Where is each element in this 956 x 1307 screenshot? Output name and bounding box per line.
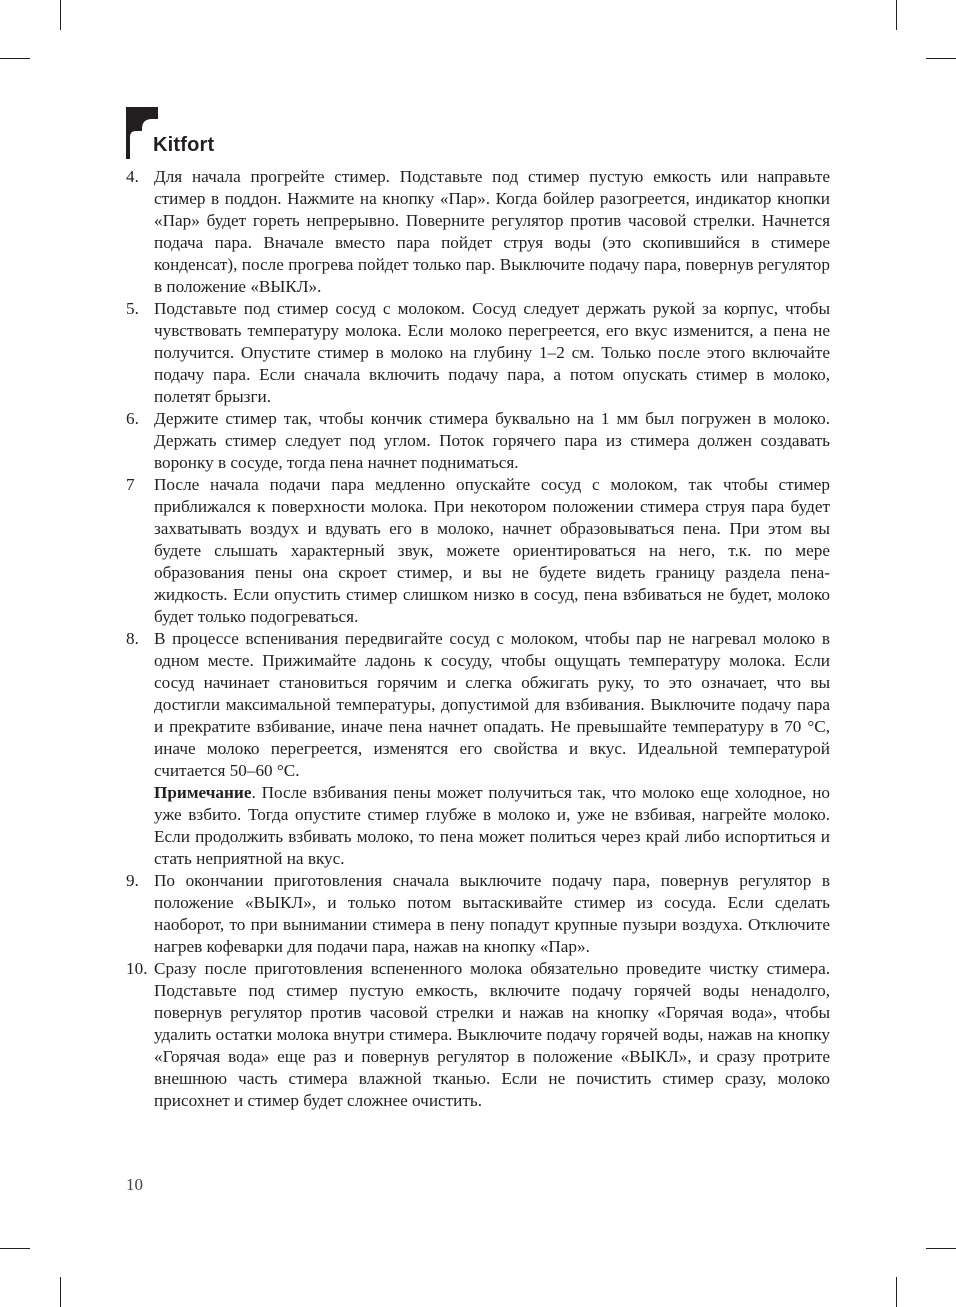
crop-mark-top-left-h xyxy=(0,58,30,59)
instruction-item xyxy=(126,958,830,1112)
instruction-text: Подставьте под стимер сосуд с молоком. Сосуд следует держать рукой за корпус, чтобы чувствовать температуру молока. Если молоко перегреется, его вкус изменится, а пена не получится. Опустите стимер в молоко на глубину 1–2 см. Только после этого включайте подачу пара. Если сначала включить подачу пара, а потом опускать стимер в молоко, полетят брызги. xyxy=(154,299,830,406)
crop-mark-top-right-h xyxy=(926,58,956,59)
instruction-number: 6. xyxy=(126,409,139,428)
instruction-item xyxy=(126,166,830,298)
instruction-number: 8. xyxy=(126,629,139,648)
instruction-number: 4. xyxy=(126,167,139,186)
crop-mark-bottom-left-h xyxy=(0,1248,30,1249)
instruction-number: 5. xyxy=(126,299,139,318)
instruction-text: В процессе вспенивания передвигайте сосуд с молоком, чтобы пар не нагревал молоко в одном месте. Прижимайте ладонь к сосуду, чтобы ощущать температуру молока. Если сосуд начинает становиться горячим и слегка обжигать руку, то это означает, что вы достигли максимальной температуры, допустимой для взбивания. Выключите подачу пара и прекратите взбивание, иначе пена начнет опадать. Не превышайте температуру в 70 °C, иначе молоко перегреется, изменятся его свойства и вкус. Идеальной температурой считается 50–60 °C. xyxy=(154,629,830,780)
instruction-item xyxy=(126,628,830,782)
note-paragraph xyxy=(126,782,830,870)
instruction-number: 7 xyxy=(126,475,135,494)
brand-name: Kitfort xyxy=(153,134,215,156)
instruction-item xyxy=(126,408,830,474)
instruction-text: По окончании приготовления сначала выключите подачу пара, повернув регулятор в положение «ВЫКЛ», и только потом вытаскивайте стимер из сосуда. Если сделать наоборот, то при вынимании стимера в пену попадут крупные пузыри воздуха. Отключите нагрев кофеварки для подачи пара, нажав на кнопку «Пар». xyxy=(154,871,830,956)
instruction-item xyxy=(126,870,830,958)
instruction-text: Держите стимер так, чтобы кончик стимера буквально на 1 мм был погружен в молоко. Держать стимер следует под углом. Поток горячего пара из стимера должен создавать воронку в сосуде, тогда пена начнет подниматься. xyxy=(154,409,830,472)
instructions-list xyxy=(126,166,830,1112)
crop-mark-top-right xyxy=(896,0,897,30)
instruction-text: Сразу после приготовления вспененного молока обязательно проведите чистку стимера. Подставьте под стимер пустую емкость, включите подачу горячей воды ненадолго, повернув регулятор против часовой стрелки и нажав на кнопку «Горячая вода», чтобы удалить остатки молока внутри стимера. Выключите подачу горячей воды, нажав на кнопку «Горячая вода» еще раз и повернув регулятор в положение «ВЫКЛ», и сразу протрите внешнюю часть стимера влажной тканью. Если не почистить стимер сразу, молоко присохнет и стимер будет сложнее очистить. xyxy=(154,959,830,1110)
instruction-item xyxy=(126,474,830,628)
note-label: Примечание xyxy=(154,783,252,802)
instruction-text: Для начала прогрейте стимер. Подставьте под стимер пустую емкость или направьте стимер в поддон. Нажмите на кнопку «Пар». Когда бойлер разогреется, индикатор кнопки «Пар» будет гореть непрерывно. Поверните регулятор против часовой стрелки. Начнется подача пара. Вначале вместо пара пойдет струя воды (это скопившийся в стимере конденсат), после прогрева пойдет только пар. Выключите подачу пара, повернув регулятор в положение «ВЫКЛ». xyxy=(154,167,830,296)
instruction-number: 9. xyxy=(126,871,139,890)
instruction-item xyxy=(126,298,830,408)
crop-mark-bottom-right xyxy=(896,1277,897,1307)
page-number: 10 xyxy=(126,1175,143,1194)
brand-logo xyxy=(126,107,236,159)
note-text: . После взбивания пены может получиться так, что молоко еще холодное, но уже взбито. Тогда опустите стимер глубже в молоко и, уже не взбивая, нагрейте молоко. Если продолжить взбивать молоко, то пена может политься через край либо испортиться и стать неприятной на вкус. xyxy=(154,783,830,868)
instruction-text: После начала подачи пара медленно опускайте сосуд с молоком, так чтобы стимер приближался к поверхности молока. При некотором положении стимера струя пара будет захватывать воздух и вдувать его в молоко, начнет образовываться пена. При этом вы будете слышать характерный звук, можете ориентироваться на него, т.к. по мере образования пены она скроет стимер, и вы не будете видеть границу раздела пена-жидкость. Если опустить стимер слишком низко в сосуд, пена взбиваться не будет, молоко будет только подогреваться. xyxy=(154,475,830,626)
instruction-number: 10. xyxy=(126,959,148,978)
crop-mark-top-left xyxy=(60,0,61,30)
crop-mark-bottom-left xyxy=(60,1277,61,1307)
crop-mark-bottom-right-h xyxy=(926,1248,956,1249)
